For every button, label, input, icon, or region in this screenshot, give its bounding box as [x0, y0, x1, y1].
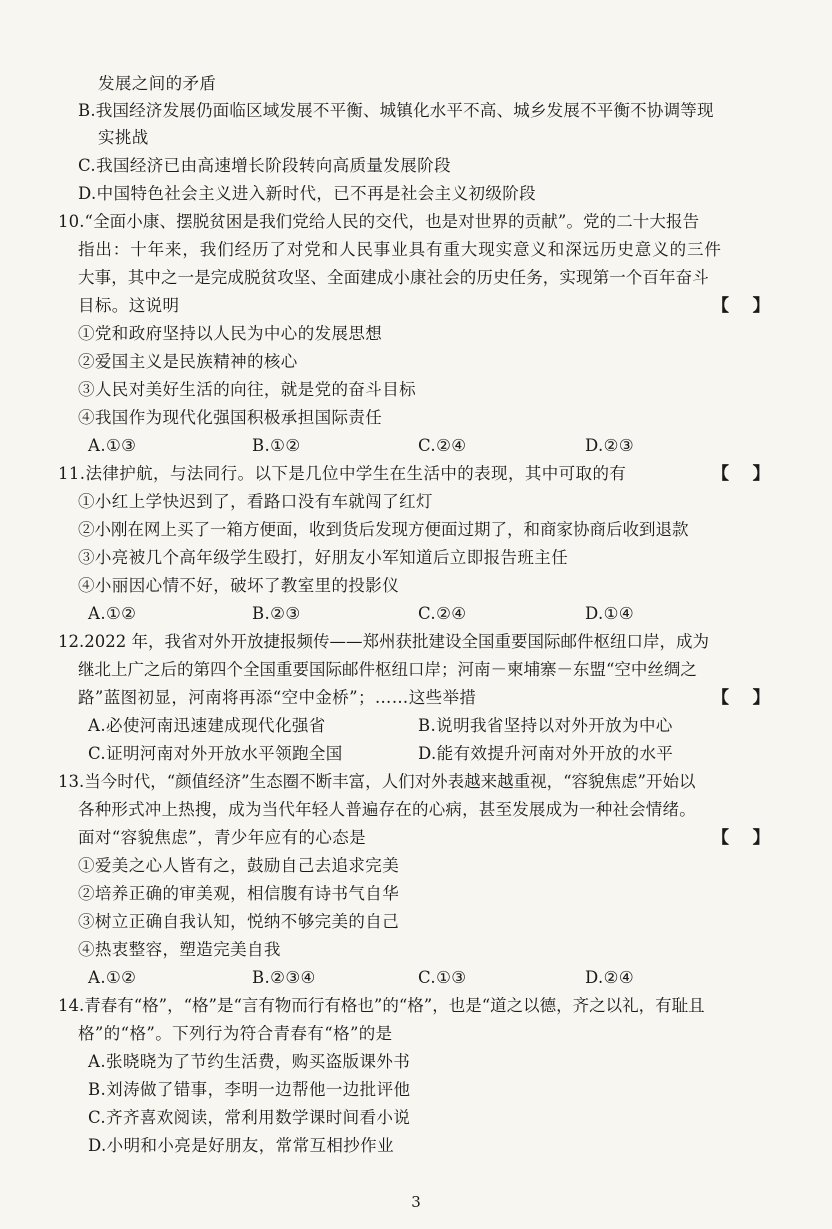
q13-statement-1: ①爱美之心人皆有之，鼓励自己去追求完美 [78, 856, 400, 875]
q10-statement-4: ④我国作为现代化强国积极承担国际责任 [78, 408, 383, 427]
q10-answer-bracket: 【 】 [712, 296, 770, 316]
q9-option-b-line1: B.我国经济发展仍面临区域发展不平衡、城镇化水平不高、城乡发展不平衡不协调等现 [78, 101, 714, 120]
q10-statement-2: ②爱国主义是民族精神的核心 [78, 352, 298, 371]
q11-stem: 11.法律护航，与法同行。以下是几位中学生在生活中的表现，其中可取的有 [58, 464, 627, 483]
q14-stem-line1: 14.青春有“格”，“格”是“言有物而行有格也”的“格”，也是“道之以德，齐之以礼，有耻且 [58, 996, 705, 1015]
q13-stem-line2: 各种形式冲上热搜，成为当代年轻人普遍存在的心病，甚至发展成为一种社会情绪。 [78, 800, 696, 819]
q10-stem-line3: 大事，其中之一是完成脱贫攻坚、全面建成小康社会的历史任务，实现第一个百年奋斗 [78, 268, 709, 287]
q9-option-c: C.我国经济已由高速增长阶段转向高质量发展阶段 [78, 156, 451, 175]
q12-stem-line3: 路”蓝图初显，河南将再添“空中金桥”；……这些举措 [78, 688, 477, 707]
q11-statement-2: ②小刚在网上买了一箱方便面，收到货后发现方便面过期了，和商家协商后收到退款 [78, 520, 689, 539]
q13-statement-4: ④热衷整容，塑造完美自我 [78, 940, 281, 959]
q11-choice-b: B.②③ [252, 604, 301, 623]
q13-choice-c: C.①③ [418, 968, 467, 987]
q13-stem-line3: 面对“容貌焦虑”，青少年应有的心态是 [78, 828, 367, 847]
q13-choice-d: D.②④ [585, 968, 635, 987]
q12-choice-b: B.说明我省坚持以对外开放为中心 [418, 716, 673, 735]
q10-choice-b: B.①② [252, 436, 301, 455]
q13-statement-2: ②培养正确的审美观，相信腹有诗书气自华 [78, 884, 400, 903]
q11-choice-d: D.①④ [585, 604, 635, 623]
q10-statement-3: ③人民对美好生活的向往，就是党的奋斗目标 [78, 380, 416, 399]
q10-choice-d: D.②③ [585, 436, 635, 455]
q12-answer-bracket: 【 】 [712, 688, 770, 708]
q10-stem-line1: 10.“全面小康、摆脱贫困是我们党给人民的交代，也是对世界的贡献”。党的二十大报告 [58, 212, 700, 231]
q11-answer-bracket: 【 】 [712, 464, 770, 484]
q10-choice-a: A.①③ [88, 436, 137, 455]
q11-statement-3: ③小亮被几个高年级学生殴打，好朋友小军知道后立即报告班主任 [78, 548, 569, 567]
q13-statement-3: ③树立正确自我认知，悦纳不够完美的自己 [78, 912, 400, 931]
q14-choice-d: D.小明和小亮是好朋友，常常互相抄作业 [88, 1136, 394, 1155]
q12-choice-a: A.必使河南迅速建成现代化强省 [88, 716, 326, 735]
q12-stem-line2: 继北上广之后的第四个全国重要国际邮件枢纽口岸；河南－柬埔寨－东盟“空中丝绸之 [78, 660, 697, 679]
q9-continuation-text: 发展之间的矛盾 [98, 74, 217, 93]
q13-answer-bracket: 【 】 [712, 828, 770, 848]
q13-choice-a: A.①② [88, 968, 137, 987]
q11-statement-4: ④小丽因心情不好，破坏了教室里的投影仪 [78, 576, 400, 595]
q11-statement-1: ①小红上学快迟到了，看路口没有车就闯了红灯 [78, 492, 433, 511]
q9-option-b-line2: 实挑战 [98, 128, 149, 147]
q11-choice-a: A.①② [88, 604, 137, 623]
q12-stem-line1: 12.2022 年，我省对外开放捷报频传——郑州获批建设全国重要国际邮件枢纽口岸，成为 [58, 632, 709, 651]
q10-stem-line4: 目标。这说明 [78, 296, 180, 315]
q11-choice-c: C.②④ [418, 604, 467, 623]
q12-choice-d: D.能有效提升河南对外开放的水平 [418, 744, 674, 763]
page-number: 3 [411, 1193, 421, 1211]
q10-stem-line2: 指出：十年来，我们经历了对党和人民事业具有重大现实意义和深远历史意义的三件 [78, 240, 722, 259]
q14-choice-b: B.刘涛做了错事，李明一边帮他一边批评他 [88, 1080, 411, 1099]
q14-choice-a: A.张晓晓为了节约生活费，购买盗版课外书 [88, 1052, 411, 1071]
q10-choice-c: C.②④ [418, 436, 467, 455]
q9-option-d: D.中国特色社会主义进入新时代，已不再是社会主义初级阶段 [78, 184, 537, 203]
q13-stem-line1: 13.当今时代，“颜值经济”生态圈不断丰富，人们对外表越来越重视，“容貌焦虑”开始以 [58, 772, 696, 791]
q12-choice-c: C.证明河南对外开放水平领跑全国 [88, 744, 343, 763]
q10-statement-1: ①党和政府坚持以人民为中心的发展思想 [78, 324, 383, 343]
q13-choice-b: B.②③④ [252, 968, 316, 987]
q14-choice-c: C.齐齐喜欢阅读，常利用数学课时间看小说 [88, 1108, 411, 1127]
q14-stem-line2: 格”的“格”。下列行为符合青春有“格”的是 [78, 1024, 393, 1043]
